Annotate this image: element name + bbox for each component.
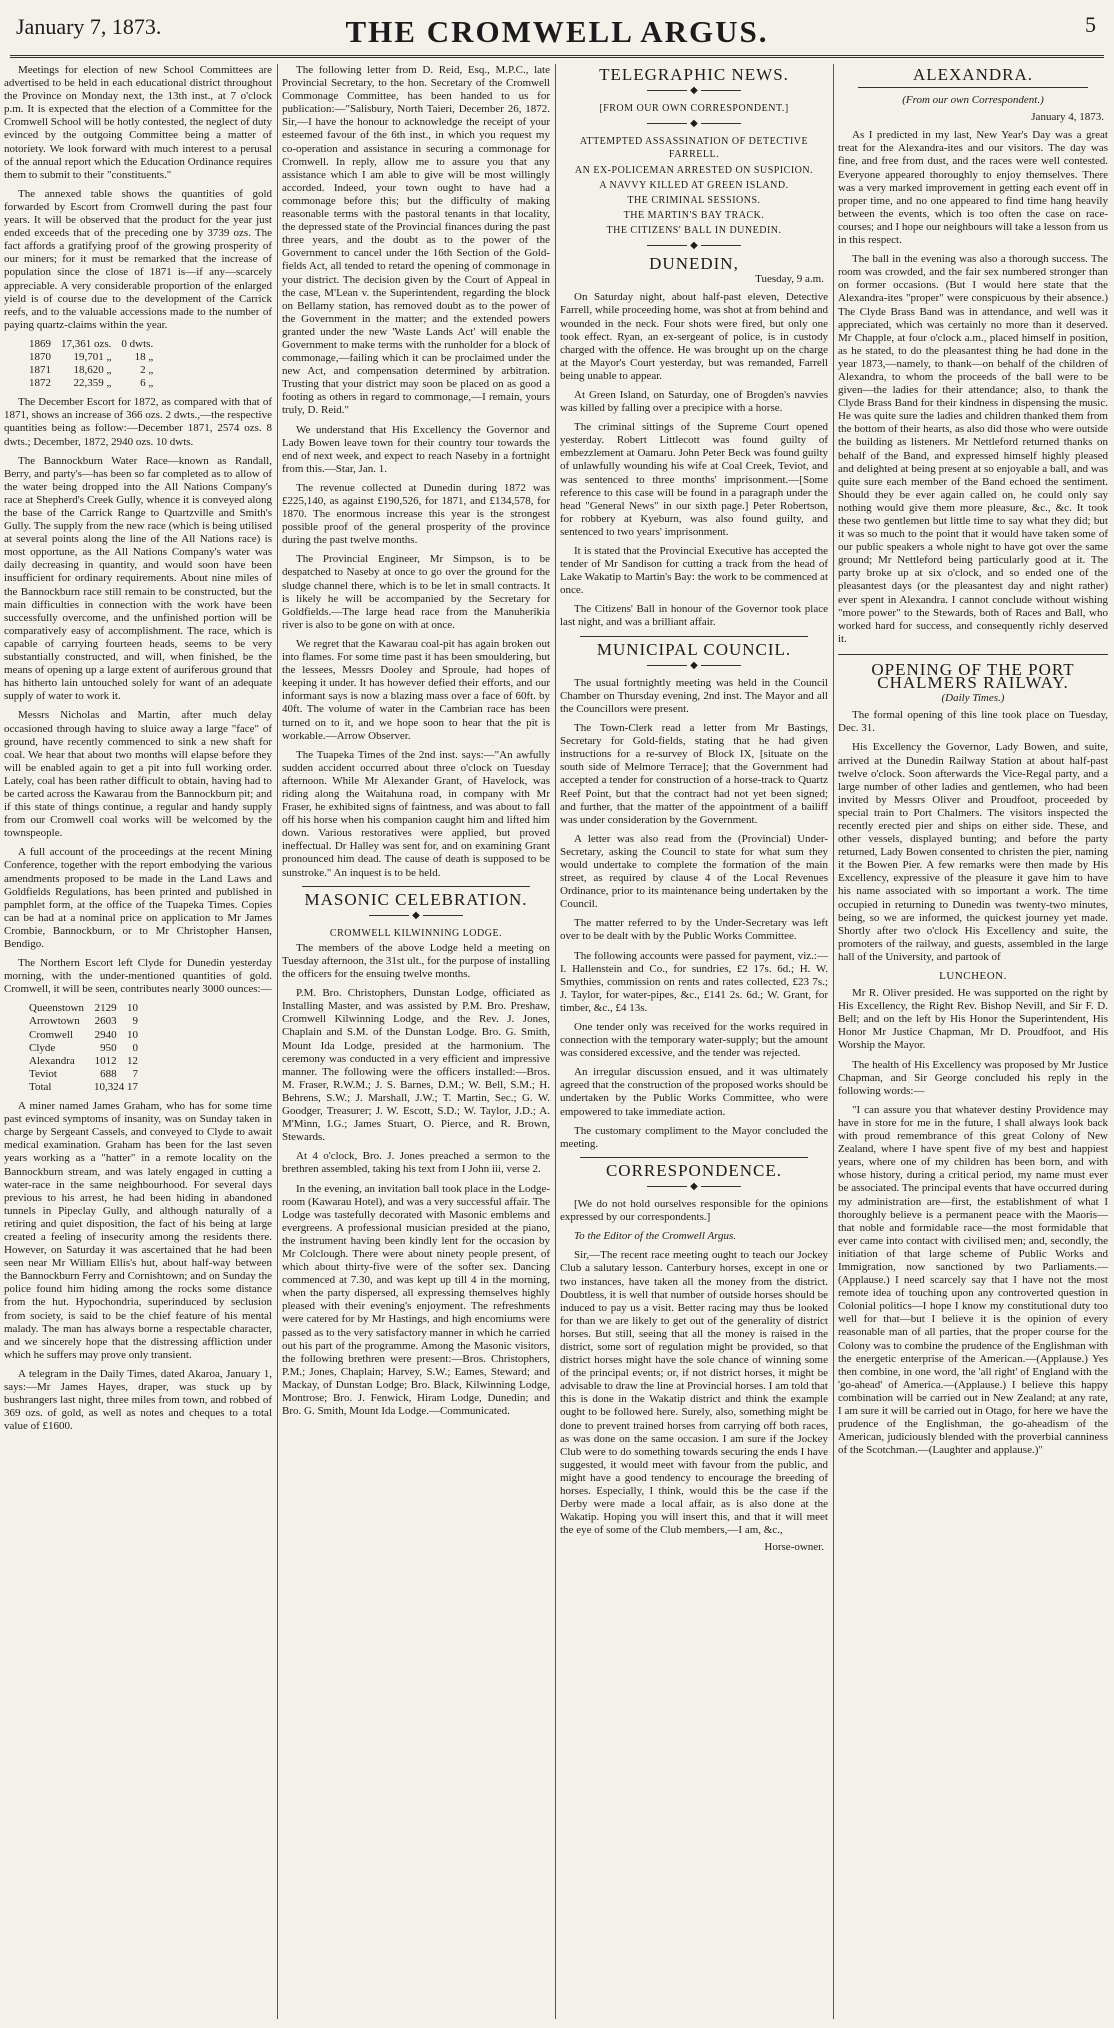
article-reid-letter: The following letter from D. Reid, Esq., M.P.C., late Provincial Secretary, to the hon. Secretary of the Cromwell Commonage Committee, has been handed to us for publication:—"Salisbury, North Taieri, December 26, 1872. Sir,—I have the honour to acknowledge the receipt of your esteemed favour of the 6th inst., in which you request my co-operation and assistance in securing a commonage for Cromwell. In reply, allow me to assure you that any assistance which I am able to give will be most willingly accorded. Indeed, your town ought to have had a commonage before this; but the difficulty of making reasonable terms with the pastoral tenants in that locality, the depressed state of the Provincial finances during the past three years, and the doubt as to the power of the Government to cancel under the 16th Section of the Gold-fields Act, all tended to retard the opening of commonage in your district. The decision given by the Court of Appeal in the case, M'Lean v. the Superintendent, regarding the block on Bellamy station, has removed doubt as to the power of the Government in the matter; and the extended powers granted under the new 'Waste Lands Act' will enable the Government to make terms with the runholder for a block of commonage,—failing which it can be proclaimed under the new Act, and compensation determined by arbitration. Trusting that your district may soon be placed on as good a footing as others in regard to commonage,—I remain, yours truly, D. Reid." xyxy=(282,64,550,417)
newspaper-title: THE CROMWELL ARGUS. xyxy=(345,14,769,49)
table-total-row: Total 10,324 17 xyxy=(29,1080,138,1093)
letter-salutation: To the Editor of the Cromwell Argus. xyxy=(574,1230,737,1243)
ornament-rule: ◆ xyxy=(560,84,828,97)
column-telegraphic-municipal xyxy=(560,64,828,2024)
article-accounts: The following accounts were passed for payment, viz.:—I. Hallenstein and Co., for sundries, £2 17s. 6d.; H. W. Smythies, commission on rents and rates collected, £23 7s.; J. Taylor, for water-pipes, &c., £141 2s. 6d.; W. Grant, for timber, &c., £4 13s. xyxy=(560,949,828,1014)
subheading-correspondent: [FROM OUR OWN CORRESPONDENT.] xyxy=(599,103,789,115)
column-local-news xyxy=(4,64,272,2024)
article-green-island: At Green Island, on Saturday, one of Brogden's navvies was killed by falling over a precipice with a horse. xyxy=(560,388,828,415)
table-row: Alexandra 1012 12 xyxy=(29,1054,138,1067)
headline: A NAVVY KILLED AT GREEN ISLAND. xyxy=(599,179,789,191)
gold-table xyxy=(24,338,158,390)
correspondent-line: (From our own Correspondent.) xyxy=(902,94,1044,107)
article-december-escort: The December Escort for 1872, as compared with that of 1871, shows an increase of 366 ozs. 2 dwts.,—the respective quantities being as follow:—December 1871, 2574 ozs. 8 dwts.; December, 1872, 2940 ozs. 10 dwts. xyxy=(4,396,272,448)
article-water-race: The Bannockburn Water Race—known as Randall, Berry, and party's—has been so far completed as to allow of the water being dropped into the All Nations Company's race at Shepherd's Creek Gully, whence it is conveyed along the base of the Carrick Range to Quartzville and Smith's Gully. The supply from the new race (which is being utilised at several points along the line of the All Nations race) is most opportune, as the All Nations Company's water was daily decreasing in quantity, and would soon have been insufficient for ordinary requirements. About nine miles of the Bannockburn race still remain to be constructed, but the main difficulties in connection with the work have been successfully overcome, and the unfinished portion will be comparatively easy of accomplishment. The race, which is capable of carrying fourteen heads, seems to be very substantially constructed, and will, when finished, be the means of opening up a large extent of auriferous ground that has hitherto lain untouched solely for want of an adequate supply of water to work it. xyxy=(4,454,272,703)
article-governor-speech: "I can assure you that whatever destiny Providence may have in store for me in the future, I shall always look back with proud remembrance of this great Colony of New Zealand, where I have spent five of my best and happiest years, where one of my children has been born, and with whose history, during a critical period, my name must ever be associated. The principal events that have occurred during my administration are—first, the establishment of what I thoroughly believe is a permanent peace with the Maoris—that noble and formidable race—the most formidable that ever came into contact with civilised men; and, secondly, the initiation of that large scheme of Public Works and Immigration, now sanctioned by two Parliaments.—(Applause.) I need scarcely say that I have not the most remote idea of touching upon any controverted question in Colonial politics—I hope I know my constitutional duty too well for that—but I believe it is the opinion of every reasonable man of all parties, that the proper course for the Colony was to combine the prudence of the Englishman with the energetic enterprise of the American.—(Applause.) Yes then combine, in one word, the 'all right' of England with the 'go-ahead' of America.—(Applause.) I believe this happy combination will be carried out in New Zealand; at any rate, I am sure it will be carried out in Otago, for here we have the prudence of the Englishman, the go-aheadism of the American, judiciously blended with the proverbial canniness of the Scotchman.—(Laughter and applause.)" xyxy=(838,1103,1108,1457)
article-akaroa-telegram: A telegram in the Daily Times, dated Akaroa, January 1, says:—Mr James Hayes, draper, was stuck up by bushrangers last night, three miles from town, and robbed of 369 ozs. of gold, as well as notes and cheques to a total value of £1600. xyxy=(4,1367,272,1433)
article-coal-pit-fire: We regret that the Kawarau coal-pit has again broken out into flames. For some time past it has been smouldering, but the lessees, Messrs Dooley and Sproule, had hopes of keeping it under. It has however defied their efforts, and our informant says is now a blazing mass over a face of 60ft. by 40ft. The volume of water in the Cambrian race has been turned on to it, and we hope soon to hear that the pit is workable.—Arrow Observer. xyxy=(282,637,550,742)
column-alexandra-railway xyxy=(838,64,1108,2024)
table-row: 1870 19,701 „ 18 „ xyxy=(29,350,154,363)
headline: AN EX-POLICEMAN ARRESTED ON SUSPICION. xyxy=(574,164,814,176)
article-revenue: The revenue collected at Dunedin during 1872 was £225,140, as against £190,526, for 1871, and £134,578, for 1870. The enormous increase this year is the strongest possible proof of the general prosperity of the province during the past twelve months. xyxy=(282,481,550,547)
article-council-meeting: The usual fortnightly meeting was held in the Council Chamber on Thursday evening, 2nd inst. The Mayor and all the Councillors were present. xyxy=(560,676,828,715)
column-divider xyxy=(833,64,834,2019)
article-new-years-day: As I predicted in my last, New Year's Day was a great treat for the Alexandra-ites and our visitors. The day was fine, and free from dust, and the races were well contested. Everyone appeared thoroughly to enjoy themselves. There was a very marked improvement in getting each event off in proper time, and no one appeared to find time hang heavily between the events, which is too often the case on race-courses; and I hope our neighbours will take a lesson from us in this respect. xyxy=(838,129,1108,247)
column-divider xyxy=(555,64,556,2019)
headline: THE CRIMINAL SESSIONS. xyxy=(627,194,761,206)
masthead-rule xyxy=(10,55,1104,61)
ornament-rule: ◆ xyxy=(560,117,828,130)
section-rule xyxy=(302,886,530,887)
ornament-rule: ◆ xyxy=(560,659,828,672)
article-mining-conference: A full account of the proceedings at the recent Mining Conference, together with the report embodying the various amendments proposed to be made in the Land Laws and Goldfields Regulations, has been printed and published in pamphlet form, at the office of the Tuapeka Times. Copies can be had at a nominal price on application to Mr James Crombie, Bannockburn, or to Mr Christopher Hansen, Bendigo. xyxy=(4,846,272,950)
section-rule xyxy=(858,87,1088,88)
article-martins-bay: It is stated that the Provincial Executive has accepted the tender of Mr Sandison for cutting a track from the head of Lake Wakatip to Martin's Bay: the work to be commenced at once. xyxy=(560,545,828,597)
masthead xyxy=(0,0,1114,62)
article-governor-tour: We understand that His Excellency the Governor and Lady Bowen leave town for their country tour towards the end of next week, and expect to reach Naseby in a fortnight from this.—Star, Jan. 1. xyxy=(282,423,550,475)
page-number: 5 xyxy=(1085,12,1096,37)
article-sudden-death: The Tuapeka Times of the 2nd inst. says:—"An awfully sudden accident occurred about three o'clock on Tuesday afternoon. While Mr Alexander Grant, of Havelock, was riding along the Waitahuna road, in company with Mr Fraser, he exhibited signs of faintness, and was about to fall off his horse when his companion caught him and lifted him down. Various restoratives were applied, but proved ineffectual. Dr Halley was sent for, and on examining Grant pronounced him dead. The cause of death is supposed to be sunstroke." An inquest is to be held. xyxy=(282,748,550,879)
article-detective-farrell: On Saturday night, about half-past eleven, Detective Farrell, while proceeding home, was shot at from behind and wounded in the neck. Four shots were fired, but only one took effect. Ryan, an ex-sergeant of police, is in custody charged with the offence. He was brought up on the charge at the Mayor's Court yesterday, but was remanded, Farrell being unable to appear. xyxy=(560,291,828,382)
heading-municipal: MUNICIPAL COUNCIL. xyxy=(596,639,792,659)
table-row: Cromwell 2940 10 xyxy=(29,1028,138,1041)
subheading-lodge: CROMWELL KILWINNING LODGE. xyxy=(329,927,503,939)
heading-telegraphic: TELEGRAPHIC NEWS. xyxy=(599,65,789,84)
section-rule xyxy=(580,636,808,637)
table-row: Queenstown 2129 10 xyxy=(29,1002,138,1015)
article-lodge-ball: In the evening, an invitation ball took place in the Lodge-room (Kawarau Hotel), and was a very successful affair. The Lodge was tastefully decorated with Masonic emblems and evergreens. A professional musician presided at the piano, the instrument having been kindly lent for the occasion by Mr Colclough. There were about ninety people present, of which about thirty-five were of the softer sex. Dancing commenced at 7.30, and was kept up till 4 in the morning, when the party dispersed, all expressing themselves highly pleased with their evening's enjoyment. The refreshments were catered for by Mr Hastings, and high encomiums were passed as to the very satisfactory manner in which he carried out his part of the programme. Among the Masonic visitors, the following brethren were present:—Bros. Christophers, P.M.; Jones, Chaplain; Harvey, S.W.; Eames, Steward; and Mackay, of Dunstan Lodge; Bro. Black, Kilwinning Lodge, Montrose; Bro. J. Fenwick, Hiram Lodge, Dunedin; and Bro. G. Smith, Mount Ida Lodge.—Communicated. xyxy=(282,1182,550,1418)
column-correspondence-masonic xyxy=(282,64,550,2024)
letter-jockey-club: Sir,—The recent race meeting ought to teach our Jockey Club a salutary lesson. Canterbury horses, except in one or two instances, have taken all the money from the district. Doubtless, it is well that number of outside horses should be induced to pay us a visit. Better racing may thus be looked for than we are likely to get out of the generality of district horses. But still, seeing that all the money is raised in the district, some sort of regulation might be provided, so that district horses might have the sole chance of winning some of the principal events; or, if not district horses, it might be advisable to draw the line at Provincial horses. I am told that this is done in the Wakatip district and think the example ought to be followed here. Surely, also, something might be done to prevent trained horses from carrying off both races, as was done on the same occasion. I am sure if the Jockey Club were to do something towards securing the ends I have suggested, it would meet with favour from the public, and might have a good tendency to encourage the breeding of horses. Especially, I think, would this be the case if the Derby were made a local affair, as is also done at the Wakatip. Hoping you will insert this, and that it will meet the eye of some of the Club members,—I am, &c., xyxy=(560,1249,828,1537)
section-rule xyxy=(838,654,1108,655)
article-alexandra-ball: The ball in the evening was also a thorough success. The room was crowded, and the fair sex numbered stronger than on former occasions. (But I would here state that the Alexandra-ites "proper" were conspicuous by their absence.) The Clyde Brass Band was in attendance, and well was it appreciated, which was certainly no more than it deserved. Mr Chapple, at four o'clock a.m., placed himself in position, as he stated, to do the pleasantest thing he had done in the year 1873,—namely, to thank—on behalf of the children of Alexandra, to whom the proceeds of the ball were to be given—the ladies for their attendance; also, to thank the Clyde Brass Band for their kindness in dispensing the music. He was quite sure the ladies and children thanked them from the bottom of their hearts, as also did those who were outside the building as listeners. Mr Nettleford returned thanks on behalf of the Band, and expressed himself highly pleased and delighted at being present at so enjoyable a ball, and was quite sure each member of the Band echoed the sentiment. Should they be ever again called on, he could only say nothing would give them more pleasure, &c., &c. It took these two gentlemen but little time to say what they did; but it was so much to the point that it would have taken some of our public speakers a whole night to have got over the same ground; Mr Nettleford being particularly good at it. The party broke up at six o'clock, and so ended one of the pleasantest days (or the pleasantest day and night rather) ever spent in Alexandra. I cannot conclude without wishing "more power" to the Stewards, both of Races and Ball, who worked hard for success, and consequently richly deserved it. xyxy=(838,253,1108,645)
heading-masonic: MASONIC CELEBRATION. xyxy=(304,889,528,909)
article-bastings-letter: The Town-Clerk read a letter from Mr Bastings, Secretary for Gold-fields, stating that he had given instructions for a re-survey of Block IX, [situate on the south side of Melmore Terrace]; that the Government had accepted a tender for construction of a horse-track to Quartz Reef Point, but that the contract had not yet been signed; and further, that the matter of the appointment of a bailiff was under consideration by the Government. xyxy=(560,722,828,826)
dateline: January 4, 1873. xyxy=(1031,111,1104,124)
headline: ATTEMPTED ASSASSINATION OF DETECTIVE FARRELL. xyxy=(579,136,809,161)
article-governor-party: His Excellency the Governor, Lady Bowen, and suite, arrived at the Dunedin Railway Station at about half-past twelve o'clock. Soon afterwards the Vice-Regal party, and a large number of other ladies and gentlemen, who had been invited by Messrs Oliver and Proudfoot, proceeded by special train to Port Chalmers. The visitors inspected the recently erected pier and ships on either side. These, and other vessels, displayed bunting; and before the party returned, Lady Bowen consented to christen the pier, naming it the Bowen Pier. A few remarks were then made by His Excellency, expressive of the pleasure it gave him to have his name associated with so important a work. The time occupied in returning to Dunedin was twenty-two minutes, being, so we are informed, the quickest journey yet made. Shortly after two o'clock His Excellency and suite, the promoters of the railway, and guests, assembled in the large hall of the University, and partook of xyxy=(838,741,1108,963)
source-line: (Daily Times.) xyxy=(941,692,1005,705)
article-criminal-sittings: The criminal sittings of the Supreme Court opened yesterday. Robert Littlecott was found guilty of embezzlement at Oamaru. John Peter Beck was found guilty of unlawfully wounding his wife at Coal Creek, Teviot, and was sentenced to three months' imprisonment.—[Some reference to this case will be found in a paragraph under the head "General News" in our sixth page.] Peter Robertson, for robbery at Kyeburn, was also found guilty, and sentenced to two years' imprisonment. xyxy=(560,421,828,538)
article-james-graham: A miner named James Graham, who has for some time past evinced symptoms of insanity, was on Sunday taken in charge by Sergeant Cassels, and conveyed to Clyde to await medical examination. Graham has been for the last seven years working as a "hatter" in a remote locality on the Bannockburn stream, and was lately engaged in cutting a water-race in the same neighbourhood. For several days previous to his arrest, he had been hiding in abandoned tunnels in Pipeclay Gully, and although naturally of a retiring and quiet disposition, the fact of his being at large created a feeling of insecurity among the residents there. However, on Saturday it was ascertained that he had been seen near Mr William Ellis's hut, about half-way between the Bannockburn Ferry and Cornishtown; and on Sunday the police found him hiding among the rocks some distance from the hut. Hypochondria, superinduced by seclusion from society, is said to be the chief feature of his mental malady. The man has always borne a respectable character, and we sincerely hope that the distressing affliction under which he suffers may prove only transient. xyxy=(4,1100,272,1361)
ornament-rule: ◆ xyxy=(560,1180,828,1193)
table-row: 1869 17,361 ozs. 0 dwts. xyxy=(29,337,154,350)
article-provincial-engineer: The Provincial Engineer, Mr Simpson, is to be despatched to Naseby at once to go over the ground for the sludge channel there, which is to be let in small contracts. It is likely he will be accompanied by the Secretary for Goldfields.—The large head race from the Manuherikia river is also to be gone on with at once. xyxy=(282,553,550,631)
article-citizens-ball: The Citizens' Ball in honour of the Governor took place last night, and was a brilliant affair. xyxy=(560,603,828,629)
table-row: Arrowtown 2603 9 xyxy=(29,1015,138,1028)
article-gold-escort: The annexed table shows the quantities of gold forwarded by Escort from Cromwell during the past four years. It will be observed that the product for the year just ended exceeds that of the preceding one by 3739 ozs. The fact affords a gratifying proof of the growing prosperity of our miners; for it must be remarked that the increase of population since the close of 1871 is—if any—scarcely appreciable. A very considerable proportion of the enlarged yield is of course due to the development of the Carrick reefs, and to the valuable accessions made to the number of paying quartz-claims within the year. xyxy=(4,187,272,331)
table-row: Clyde 950 0 xyxy=(29,1041,138,1054)
heading-port-chalmers: OPENING OF THE PORT CHALMERS RAILWAY. xyxy=(871,659,1075,693)
issue-date: January 7, 1873. xyxy=(16,14,162,39)
article-lodge-meeting: The members of the above Lodge held a meeting on Tuesday afternoon, the 31st ult., for the purpose of installing the officers for the ensuing twelve months. xyxy=(282,941,550,981)
heading-correspondence: CORRESPONDENCE. xyxy=(605,1160,783,1180)
ornament-rule: ◆ xyxy=(282,909,550,922)
article-public-works: The matter referred to by the Under-Secretary was left over to be dealt with by the Public Works Committee. xyxy=(560,917,828,943)
article-railway-opening: The formal opening of this line took place on Tuesday, Dec. 31. xyxy=(838,709,1108,735)
article-discussion: An irregular discussion ensued, and it was ultimately agreed that the construction of the proposed works should be undertaken by the Public Works Committee, who were empowered to take immediate action. xyxy=(560,1066,828,1118)
section-rule xyxy=(580,1157,808,1158)
headline: THE CITIZENS' BALL IN DUNEDIN. xyxy=(606,224,782,236)
dateline: Tuesday, 9 a.m. xyxy=(755,273,824,286)
article-lodge-sermon: At 4 o'clock, Bro. J. Jones preached a sermon to the brethren assembled, taking his text from I John iii, verse 2. xyxy=(282,1150,550,1176)
article-school-committees: Meetings for election of new School Committees are advertised to be held in each educational district throughout the Province on Monday next, the 13th inst., at 7 o'clock p.m. It is expected that the election of a Committee for the Cromwell School will be hotly contested, the neglect of duty evinced by the outgoing Committee being a matter of notoriety. We look forward with much interest to a perusal of the annual report which the Education Ordinance requires them to submit to their "constituents." xyxy=(4,64,272,181)
article-health-toast: The health of His Excellency was proposed by Mr Justice Chapman, and Sir George concluded his reply in the following words:— xyxy=(838,1058,1108,1097)
article-compliment: The customary compliment to the Mayor concluded the meeting. xyxy=(560,1124,828,1150)
heading-dunedin: DUNEDIN, xyxy=(649,254,739,274)
article-coal-shaft: Messrs Nicholas and Martin, after much delay occasioned through having to sluice away a large "face" of ground, have recently commenced to sink a new shaft for coal. We hear that about two months will elapse before they will be enabled again to get a pit into full working order. Lately, coal has been rather difficult to obtain, having had to be carted across the Kawarau from the Bannockburn pit; and if this state of things continue, a regular and handy supply from our Cromwell coal works will be welcomed by the townspeople. xyxy=(4,709,272,840)
subheading-luncheon: LUNCHEON. xyxy=(939,970,1007,982)
column-divider xyxy=(277,64,278,2019)
article-lodge-officers: P.M. Bro. Christophers, Dunstan Lodge, officiated as Installing Master, and was assisted by P.M. Bro. Preshaw, Cromwell Kilwinning Lodge, and the Rev. J. Jones, Chaplain and S.M. of the Dunstan Lodge. Bro. G. Smith, Mount Ida Lodge, presided at the harmonium. The ceremony was conducted in a very efficient and impressive manner. The following were the officers installed:—Bros. M. Fraser, R.W.M.; J. S. Barnes, D.M.; W. Bell, S.M.; H. Behrens, S.W.; J. Marshall, J.W.; T. Martin, Sec.; G. W. Goodger, Treasurer; J. W. Escott, S.D.; W. Taylor, J.D.; A. M'Minn, I.G.; James Stuart, O. Pierce, and R. Brown, Stewards. xyxy=(282,987,550,1144)
table-row: 1872 22,359 „ 6 „ xyxy=(29,377,154,390)
escort-table xyxy=(24,1002,143,1094)
letter-signature: Horse-owner. xyxy=(764,1541,824,1554)
article-northern-escort: The Northern Escort left Clyde for Dunedin yesterday morning, with the under-mentioned quantities of gold. Cromwell, it will be seen, contributes nearly 3000 ounces:— xyxy=(4,957,272,996)
heading-alexandra: ALEXANDRA. xyxy=(912,65,1034,84)
table-row: 1871 18,620 „ 2 „ xyxy=(29,364,154,377)
headline: THE MARTIN'S BAY TRACK. xyxy=(623,209,765,221)
table-row: Teviot 688 7 xyxy=(29,1067,138,1080)
article-under-secretary: A letter was also read from the (Provincial) Under-Secretary, asking the Council to state for what sum they would undertake to complete the formation of the main street, as required by clause 4 of the Local Revenues Ordinance, prior to its maintenance being undertaken by the Council. xyxy=(560,832,828,911)
article-tender: One tender only was received for the works required in connection with the temporary water-supply; but the amount was considered excessive, and the tender was rejected. xyxy=(560,1021,828,1060)
editorial-disclaimer: [We do not hold ourselves responsible for the opinions expressed by our correspondents.] xyxy=(560,1198,828,1224)
article-luncheon-guests: Mr R. Oliver presided. He was supported on the right by His Excellency, the Right Rev. Bishop Nevill, and Sir F. D. Bell; and on the left by His Honor the Superintendent, His Honor Mr Justice Chapman, Mr D. Proudfoot, and His Worship the Mayor. xyxy=(838,987,1108,1052)
ornament-rule: ◆ xyxy=(560,239,828,252)
